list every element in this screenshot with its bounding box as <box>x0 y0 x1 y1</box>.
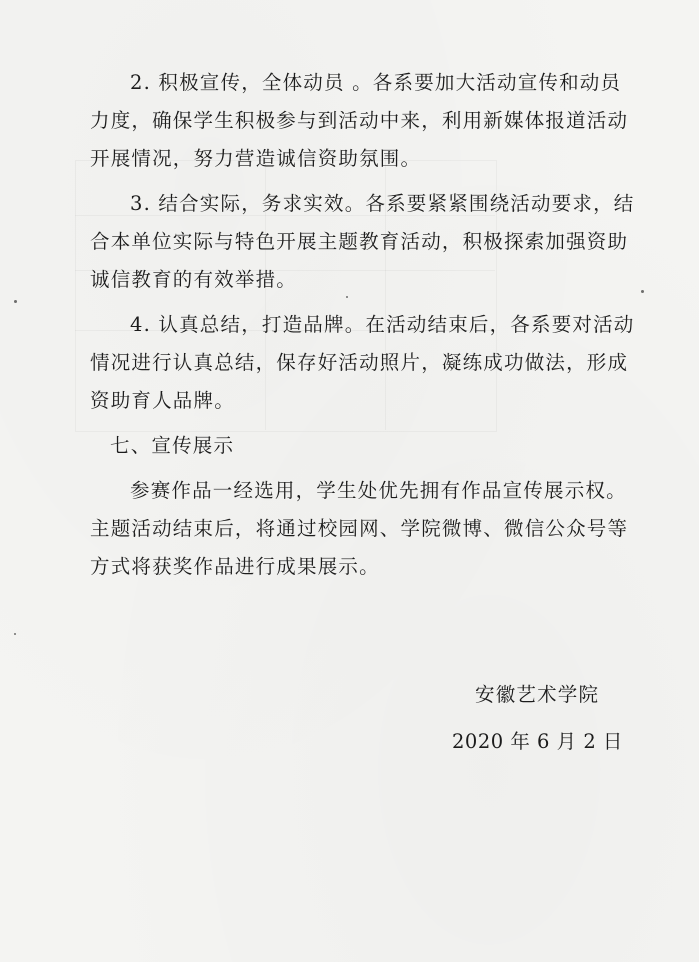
scan-speck <box>14 633 16 635</box>
item-3-line-2: 合本单位实际与特色开展主题教育活动，积极探索加强资助 <box>90 230 629 253</box>
item-4-line-3: 资助育人品牌。 <box>90 389 235 412</box>
item-3-line-1: 3. 结合实际，务求实效。各系要紧紧围绕活动要求，结 <box>130 192 635 215</box>
item-3-line-3: 诚信教育的有效举措。 <box>90 268 298 291</box>
signature-organization: 安徽艺术学院 <box>475 683 600 706</box>
item-2-line-3: 开展情况，努力营造诚信资助氛围。 <box>90 147 422 170</box>
signature-date: 2020 年 6 月 2 日 <box>452 730 623 753</box>
section-heading: 七、宣传展示 <box>110 434 235 457</box>
scan-speck <box>14 300 17 303</box>
item-4-line-2: 情况进行认真总结，保存好活动照片，凝练成功做法，形成 <box>90 351 629 374</box>
section-body-line-1: 参赛作品一经选用，学生处优先拥有作品宣传展示权。 <box>130 479 627 502</box>
section-body-line-3: 方式将获奖作品进行成果展示。 <box>90 555 380 578</box>
section-body-line-2: 主题活动结束后，将通过校园网、学院微博、微信公众号等 <box>90 517 629 540</box>
item-2-line-1: 2. 积极宣传，全体动员 。各系要加大活动宣传和动员 <box>130 71 622 94</box>
item-2-line-2: 力度，确保学生积极参与到活动中来，利用新媒体报道活动 <box>90 109 629 132</box>
scan-speck <box>641 290 644 293</box>
item-4-line-1: 4. 认真总结，打造品牌。在活动结束后，各系要对活动 <box>130 313 635 336</box>
scan-speck <box>346 296 348 298</box>
